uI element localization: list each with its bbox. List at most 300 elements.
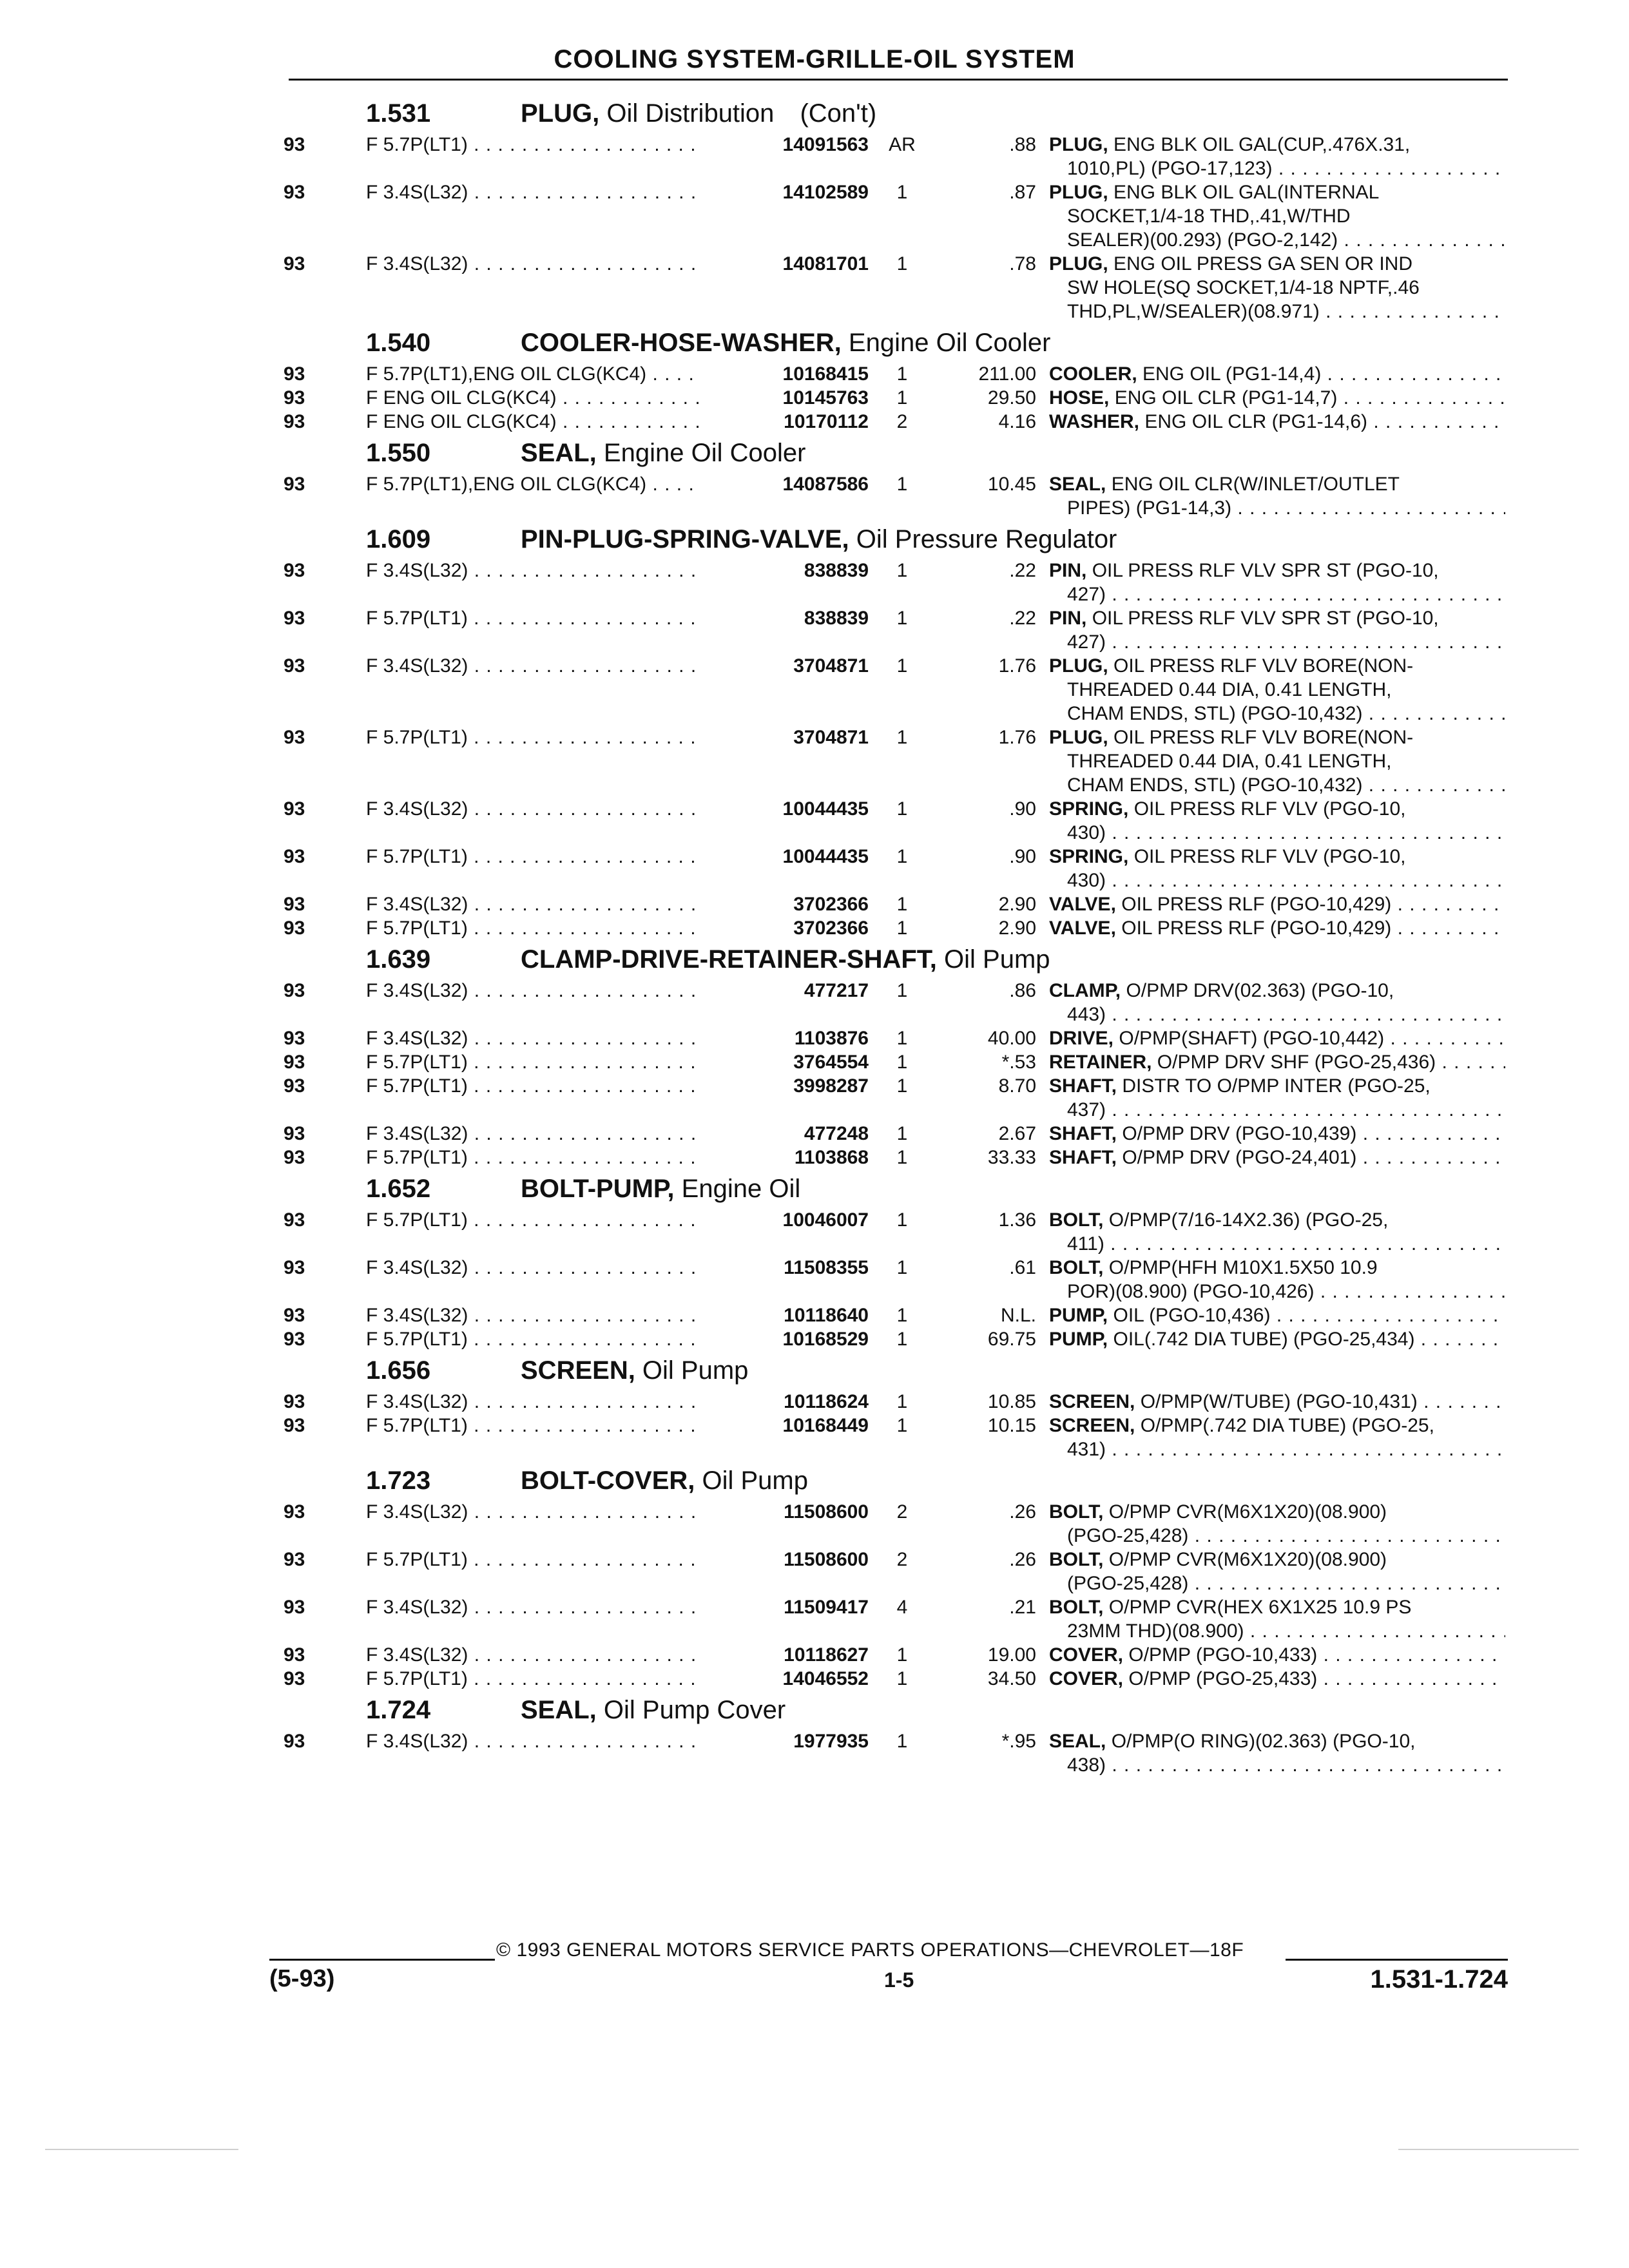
description-line: PLUG, OIL PRESS RLF VLV BORE(NON-: [1049, 655, 1414, 677]
section-number: 1.550: [366, 439, 431, 467]
description-line: WASHER, ENG OIL CLR (PG1-14,6) . . .: [1049, 410, 1505, 434]
section-name: [521, 945, 1050, 974]
model-year: 93: [284, 1123, 305, 1144]
quantity: 1: [896, 1305, 908, 1326]
model-code: F 5.7P(LT1),ENG OIL CLG(KC4) . . .: [366, 472, 701, 496]
model-code: F 5.7P(LT1),ENG OIL CLG(KC4) . . .: [366, 362, 701, 386]
quantity: 1: [896, 1209, 908, 1231]
part-row: [271, 1667, 1508, 1691]
quantity: 1: [896, 1329, 908, 1350]
model-year: 93: [284, 727, 305, 748]
section-name-main: SEAL,: [521, 439, 597, 467]
part-description: [1049, 410, 1505, 434]
model-code: F 5.7P(LT1) . . .: [366, 1414, 701, 1437]
section-name-detail: Oil Pressure Regulator: [849, 525, 1117, 553]
quantity: 1: [896, 1052, 908, 1073]
description-line: 438) . . .: [1049, 1753, 1505, 1777]
description-line: 431) . . .: [1049, 1437, 1505, 1461]
model-code: F 3.4S(L32) . . .: [366, 559, 701, 582]
model-code: F 3.4S(L32) . . .: [366, 180, 701, 204]
part-row: [271, 180, 1508, 252]
part-row: [271, 1327, 1508, 1351]
model-year: 93: [284, 798, 305, 820]
part-name: COVER,: [1049, 1668, 1124, 1689]
part-number: 10118627: [704, 1643, 869, 1667]
part-description: [1049, 472, 1505, 520]
description-line: PLUG, OIL PRESS RLF VLV BORE(NON-: [1049, 727, 1414, 748]
model-code: F 3.4S(L32) . . .: [366, 892, 701, 916]
part-number: 10168449: [704, 1414, 869, 1437]
section-name: [521, 1466, 808, 1495]
part-number: 14046552: [704, 1667, 869, 1691]
part-number: 3704871: [704, 726, 869, 749]
description-line: SEAL, ENG OIL CLR(W/INLET/OUTLET: [1049, 474, 1400, 495]
price: 29.50: [987, 387, 1036, 408]
price: .26: [1009, 1549, 1036, 1570]
part-row: [271, 1074, 1508, 1122]
price: 10.85: [987, 1391, 1036, 1412]
model-code: F 3.4S(L32) . . .: [366, 654, 701, 678]
part-number: 14091563: [704, 133, 869, 157]
description-line: VALVE, OIL PRESS RLF (PGO-10,429) . . .: [1049, 892, 1505, 916]
section-1-724: [271, 1692, 1508, 1777]
section-name: [521, 1696, 786, 1725]
model-year: 93: [284, 474, 305, 495]
part-description: [1049, 133, 1505, 180]
part-description: [1049, 979, 1505, 1026]
model-code: F 5.7P(LT1) . . .: [366, 916, 701, 940]
model-year: 93: [284, 1075, 305, 1097]
model-code: F ENG OIL CLG(KC4) . . .: [366, 386, 701, 410]
quantity: 1: [896, 1644, 908, 1666]
part-name: PIN,: [1049, 608, 1087, 629]
scan-artifact-left: [45, 2149, 238, 2150]
price: 2.90: [998, 894, 1036, 915]
description-line: BOLT, O/PMP CVR(M6X1X20)(08.900): [1049, 1501, 1387, 1523]
quantity: 4: [896, 1597, 908, 1618]
description-line: SOCKET,1/4-18 THD,.41,W/THD: [1067, 206, 1351, 227]
part-number: 11508600: [704, 1500, 869, 1524]
model-code: F 5.7P(LT1) . . .: [366, 1667, 701, 1691]
price: .88: [1009, 134, 1036, 155]
section-1-639: [271, 941, 1508, 1169]
price: 1.76: [998, 655, 1036, 677]
quantity: 1: [896, 182, 908, 203]
part-name: SHAFT,: [1049, 1123, 1117, 1144]
section-title: [271, 1352, 1508, 1390]
section-name-main: PIN-PLUG-SPRING-VALVE,: [521, 525, 849, 553]
quantity: 1: [896, 1415, 908, 1436]
quantity: 1: [896, 1123, 908, 1144]
part-row: [271, 133, 1508, 180]
model-code: F 3.4S(L32) . . .: [366, 252, 701, 276]
model-code: F 5.7P(LT1) . . .: [366, 1050, 701, 1074]
part-number: 11509417: [704, 1595, 869, 1619]
description-line: SEALER)(00.293) (PGO-2,142) . . .: [1049, 228, 1505, 252]
part-description: [1049, 1595, 1505, 1643]
part-row: [271, 1414, 1508, 1461]
quantity: 2: [896, 411, 908, 432]
model-year: 93: [284, 1668, 305, 1689]
price: 40.00: [987, 1028, 1036, 1049]
part-description: [1049, 386, 1505, 410]
model-code: F 3.4S(L32) . . .: [366, 1729, 701, 1753]
part-number: 838839: [704, 606, 869, 630]
description-line: (PGO-25,428) . . .: [1049, 1571, 1505, 1595]
section-title: [271, 941, 1508, 979]
quantity: 2: [896, 1501, 908, 1523]
price: 1.76: [998, 727, 1036, 748]
description-line: 411) . . .: [1049, 1232, 1505, 1256]
section-name: [521, 1175, 800, 1204]
description-line: SHAFT, DISTR TO O/PMP INTER (PGO-25,: [1049, 1075, 1431, 1097]
part-number: 3702366: [704, 916, 869, 940]
model-code: F 3.4S(L32) . . .: [366, 1026, 701, 1050]
page-header: COOLING SYSTEM-GRILLE-OIL SYSTEM: [554, 45, 1075, 73]
section-title: [271, 325, 1508, 362]
part-description: [1049, 180, 1505, 252]
part-description: [1049, 726, 1505, 797]
price: .22: [1009, 560, 1036, 581]
section-name: [521, 439, 805, 468]
description-line: THREADED 0.44 DIA, 0.41 LENGTH,: [1067, 751, 1392, 772]
part-description: [1049, 1414, 1505, 1461]
description-line: 427) . . .: [1049, 630, 1505, 654]
description-line: SHAFT, O/PMP DRV (PGO-10,439) . . .: [1049, 1122, 1505, 1146]
model-code: F 5.7P(LT1) . . .: [366, 1548, 701, 1571]
section-1-652: [271, 1171, 1508, 1351]
part-description: [1049, 559, 1505, 606]
part-description: [1049, 1050, 1505, 1074]
price: .22: [1009, 608, 1036, 629]
description-line: SCREEN, O/PMP(W/TUBE) (PGO-10,431) . . .: [1049, 1390, 1505, 1414]
part-name: PUMP,: [1049, 1305, 1108, 1326]
footer-date: (5-93): [269, 1965, 335, 1992]
part-name: BOLT,: [1049, 1257, 1104, 1278]
quantity: 1: [896, 387, 908, 408]
part-name: CLAMP,: [1049, 980, 1121, 1001]
section-name: [521, 329, 1050, 358]
price: .87: [1009, 182, 1036, 203]
section-name-main: PLUG,: [521, 99, 600, 128]
section-number: 1.531: [366, 99, 431, 128]
part-number: 1103868: [704, 1146, 869, 1169]
section-name-detail: Oil Pump: [635, 1356, 749, 1385]
model-code: F 3.4S(L32) . . .: [366, 1303, 701, 1327]
part-row: [271, 726, 1508, 797]
description-line: PUMP, OIL(.742 DIA TUBE) (PGO-25,434) . . .: [1049, 1327, 1505, 1351]
model-year: 93: [284, 1257, 305, 1278]
part-row: [271, 1643, 1508, 1667]
model-code: F 3.4S(L32) . . .: [366, 797, 701, 821]
section-1-723: [271, 1463, 1508, 1691]
part-number: 10118624: [704, 1390, 869, 1414]
description-line: 430) . . .: [1049, 869, 1505, 892]
part-number: 477248: [704, 1122, 869, 1146]
model-year: 93: [284, 1597, 305, 1618]
part-number: 1977935: [704, 1729, 869, 1753]
part-number: 14081701: [704, 252, 869, 276]
part-name: VALVE,: [1049, 894, 1116, 915]
model-year: 93: [284, 1501, 305, 1523]
price: 2.67: [998, 1123, 1036, 1144]
section-number: 1.540: [366, 329, 431, 357]
part-name: DRIVE,: [1049, 1028, 1114, 1049]
model-year: 93: [284, 846, 305, 867]
quantity: 1: [896, 918, 908, 939]
model-year: 93: [284, 363, 305, 385]
part-description: [1049, 606, 1505, 654]
description-line: POR)(08.900) (PGO-10,426) . . .: [1049, 1280, 1505, 1303]
quantity: 1: [896, 655, 908, 677]
description-line: RETAINER, O/PMP DRV SHF (PGO-25,436) . . .: [1049, 1050, 1505, 1074]
part-description: [1049, 1074, 1505, 1122]
section-number: 1.724: [366, 1696, 431, 1724]
quantity: 1: [896, 1075, 908, 1097]
section-title: [271, 521, 1508, 559]
description-line: 427) . . .: [1049, 582, 1505, 606]
part-number: 10170112: [704, 410, 869, 434]
header-rule: [289, 79, 1508, 81]
footer-rule-left: [269, 1959, 495, 1961]
model-year: 93: [284, 182, 305, 203]
part-description: [1049, 892, 1505, 916]
description-line: COVER, O/PMP (PGO-10,433) . . .: [1049, 1643, 1505, 1667]
part-description: [1049, 1146, 1505, 1169]
model-year: 93: [284, 980, 305, 1001]
part-row: [271, 559, 1508, 606]
part-row: [271, 654, 1508, 726]
part-name: SHAFT,: [1049, 1147, 1117, 1168]
section-title: [271, 1692, 1508, 1729]
part-name: PLUG,: [1049, 253, 1108, 274]
model-code: F 5.7P(LT1) . . .: [366, 1327, 701, 1351]
section-1-656: [271, 1352, 1508, 1461]
section-name-detail: Oil Pump: [936, 945, 1050, 974]
part-name: PLUG,: [1049, 134, 1108, 155]
model-code: F ENG OIL CLG(KC4) . . .: [366, 410, 701, 434]
part-number: 3764554: [704, 1050, 869, 1074]
description-line: 1010,PL) (PGO-17,123) . . .: [1049, 157, 1505, 180]
quantity: 1: [896, 1731, 908, 1752]
price: 34.50: [987, 1668, 1036, 1689]
part-number: 10046007: [704, 1208, 869, 1232]
section-number: 1.656: [366, 1356, 431, 1385]
price: *.53: [1001, 1052, 1036, 1073]
part-row: [271, 410, 1508, 434]
section-name-detail: Oil Distribution: [599, 99, 775, 128]
description-line: BOLT, O/PMP(7/16-14X2.36) (PGO-25,: [1049, 1209, 1389, 1231]
section-1-609: [271, 521, 1508, 940]
quantity: 1: [896, 253, 908, 274]
section-title: [271, 1463, 1508, 1500]
model-code: F 3.4S(L32) . . .: [366, 1256, 701, 1280]
price: .78: [1009, 253, 1036, 274]
part-name: PLUG,: [1049, 727, 1108, 748]
quantity: 2: [896, 1549, 908, 1570]
model-code: F 3.4S(L32) . . .: [366, 979, 701, 1003]
description-line: SPRING, OIL PRESS RLF VLV (PGO-10,: [1049, 798, 1406, 820]
part-name: SPRING,: [1049, 798, 1129, 820]
part-description: [1049, 1390, 1505, 1414]
part-name: SPRING,: [1049, 846, 1129, 867]
section-name-main: BOLT-COVER,: [521, 1466, 695, 1495]
scan-artifact-right: [1398, 2149, 1579, 2150]
part-name: PLUG,: [1049, 182, 1108, 203]
part-number: 477217: [704, 979, 869, 1003]
model-code: F 5.7P(LT1) . . .: [366, 1208, 701, 1232]
description-line: CLAMP, O/PMP DRV(02.363) (PGO-10,: [1049, 980, 1394, 1001]
part-number: 10145763: [704, 386, 869, 410]
quantity: 1: [896, 1391, 908, 1412]
section-1-540: [271, 325, 1508, 434]
description-line: SW HOLE(SQ SOCKET,1/4-18 NPTF,.46: [1067, 277, 1420, 298]
part-name: WASHER,: [1049, 411, 1140, 432]
section-1-531: [271, 95, 1508, 323]
price: .90: [1009, 846, 1036, 867]
part-row: [271, 1548, 1508, 1595]
description-line: 23MM THD)(08.900) . . .: [1049, 1619, 1505, 1643]
model-code: F 5.7P(LT1) . . .: [366, 133, 701, 157]
model-code: F 5.7P(LT1) . . .: [366, 726, 701, 749]
part-row: [271, 472, 1508, 520]
model-year: 93: [284, 1147, 305, 1168]
part-name: SCREEN,: [1049, 1415, 1135, 1436]
part-name: BOLT,: [1049, 1549, 1104, 1570]
part-number: 3702366: [704, 892, 869, 916]
part-description: [1049, 362, 1505, 386]
description-line: CHAM ENDS, STL) (PGO-10,432) . . .: [1049, 773, 1505, 797]
model-year: 93: [284, 1391, 305, 1412]
section-number: 1.652: [366, 1175, 431, 1203]
part-row: [271, 386, 1508, 410]
model-year: 93: [284, 1028, 305, 1049]
description-line: (PGO-25,428) . . .: [1049, 1524, 1505, 1548]
part-name: BOLT,: [1049, 1597, 1104, 1618]
section-title: [271, 435, 1508, 472]
section-name: [521, 1356, 748, 1385]
part-name: BOLT,: [1049, 1501, 1104, 1523]
model-year: 93: [284, 1209, 305, 1231]
part-row: [271, 1390, 1508, 1414]
model-code: F 3.4S(L32) . . .: [366, 1122, 701, 1146]
part-row: [271, 252, 1508, 323]
footer-page-number: 1-5: [884, 1968, 914, 1992]
part-number: 10168415: [704, 362, 869, 386]
part-row: [271, 916, 1508, 940]
description-line: PLUG, ENG BLK OIL GAL(CUP,.476X.31,: [1049, 134, 1411, 155]
part-description: [1049, 1500, 1505, 1548]
price: 10.15: [987, 1415, 1036, 1436]
description-line: PIPES) (PG1-14,3) . . .: [1049, 496, 1505, 520]
price: 211.00: [978, 363, 1036, 385]
model-year: 93: [284, 918, 305, 939]
description-line: BOLT, O/PMP CVR(HEX 6X1X25 10.9 PS: [1049, 1597, 1412, 1618]
quantity: 1: [896, 1668, 908, 1689]
quantity: 1: [896, 363, 908, 385]
part-number: 10044435: [704, 797, 869, 821]
section-1-550: [271, 435, 1508, 520]
part-row: [271, 1256, 1508, 1303]
section-name-main: SCREEN,: [521, 1356, 635, 1385]
model-year: 93: [284, 608, 305, 629]
part-row: [271, 797, 1508, 845]
part-name: SHAFT,: [1049, 1075, 1117, 1097]
part-description: [1049, 1643, 1505, 1667]
model-year: 93: [284, 253, 305, 274]
price: 10.45: [987, 474, 1036, 495]
model-code: F 3.4S(L32) . . .: [366, 1500, 701, 1524]
section-name: [521, 99, 876, 128]
part-number: 11508355: [704, 1256, 869, 1280]
price: .90: [1009, 798, 1036, 820]
model-year: 93: [284, 411, 305, 432]
model-code: F 5.7P(LT1) . . .: [366, 845, 701, 869]
quantity: 1: [896, 798, 908, 820]
section-name-main: CLAMP-DRIVE-RETAINER-SHAFT,: [521, 945, 937, 974]
model-year: 93: [284, 134, 305, 155]
part-description: [1049, 1729, 1505, 1777]
quantity: 1: [896, 1257, 908, 1278]
part-row: [271, 1303, 1508, 1327]
model-year: 93: [284, 1052, 305, 1073]
section-name-main: SEAL,: [521, 1696, 597, 1724]
part-description: [1049, 1303, 1505, 1327]
part-name: RETAINER,: [1049, 1052, 1152, 1073]
part-description: [1049, 1667, 1505, 1691]
footer-section-range: 1.531-1.724: [1370, 1965, 1508, 1994]
description-line: THD,PL,W/SEALER)(08.971) . . .: [1049, 300, 1505, 323]
section-name-main: COOLER-HOSE-WASHER,: [521, 329, 842, 357]
part-row: [271, 1595, 1508, 1643]
description-line: COVER, O/PMP (PGO-25,433) . . .: [1049, 1667, 1505, 1691]
section-title: [271, 95, 1508, 133]
part-name: PIN,: [1049, 560, 1087, 581]
part-row: [271, 362, 1508, 386]
part-description: [1049, 1327, 1505, 1351]
part-row: [271, 1146, 1508, 1169]
price: .21: [1009, 1597, 1036, 1618]
part-name: VALVE,: [1049, 918, 1116, 939]
price: 33.33: [987, 1147, 1036, 1168]
part-number: 14087586: [704, 472, 869, 496]
quantity: 1: [896, 980, 908, 1001]
section-name-main: BOLT-PUMP,: [521, 1175, 675, 1203]
part-description: [1049, 1026, 1505, 1050]
description-line: PIN, OIL PRESS RLF VLV SPR ST (PGO-10,: [1049, 608, 1439, 629]
model-year: 93: [284, 1305, 305, 1326]
description-line: COOLER, ENG OIL (PG1-14,4) . . .: [1049, 362, 1505, 386]
price: N.L.: [1000, 1305, 1036, 1326]
part-number: 11508600: [704, 1548, 869, 1571]
part-number: 10044435: [704, 845, 869, 869]
part-description: [1049, 1208, 1505, 1256]
price: 8.70: [998, 1075, 1036, 1097]
part-description: [1049, 1256, 1505, 1303]
part-name: PUMP,: [1049, 1329, 1108, 1350]
part-row: [271, 892, 1508, 916]
price: *.95: [1001, 1731, 1036, 1752]
parts-list: [271, 95, 1508, 1778]
model-code: F 5.7P(LT1) . . .: [366, 606, 701, 630]
description-line: PLUG, ENG BLK OIL GAL(INTERNAL: [1049, 182, 1380, 203]
model-year: 93: [284, 1549, 305, 1570]
description-line: BOLT, O/PMP(HFH M10X1.5X50 10.9: [1049, 1257, 1378, 1278]
section-number: 1.609: [366, 525, 431, 553]
price: 19.00: [987, 1644, 1036, 1666]
part-name: SEAL,: [1049, 1731, 1106, 1752]
part-description: [1049, 1122, 1505, 1146]
